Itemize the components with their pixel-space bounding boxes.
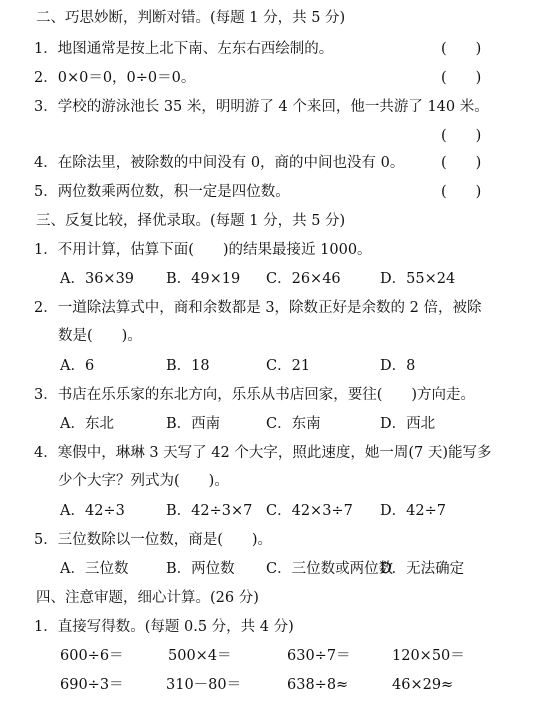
choice-item-5 [0,528,537,552]
question-text: 3．学校的游泳池长 35 米，明明游了 4 个来回，他一共游了 140 米。 [34,99,489,115]
option-a: A．36×39 [60,271,135,287]
option-b: B．西南 [166,416,221,432]
choice-item-2-options [0,354,537,378]
calc-expression: 120×50＝ [392,648,465,664]
section-title: 三、反复比较，择优录取。(每题 1 分，共 5 分) [36,213,346,229]
option-a: A．东北 [60,416,114,432]
question-text: 1．不用计算，估算下面( )的结果最接近 1000。 [34,242,372,258]
answer-blank: ( ) [441,41,482,57]
option-d: D．8 [380,358,416,374]
calc-expression: 690÷3＝ [60,677,124,693]
option-c: C．东南 [266,416,321,432]
judge-item-4 [0,151,537,175]
question-text-cont: 数是( )。 [58,328,142,344]
question-text-cont: 少个大字？列式为( )。 [58,473,229,489]
question-text: 5．三位数除以一位数，商是( )。 [34,532,273,548]
section-title: 四、注意审题，细心计算。(26 分) [36,590,259,606]
choice-item-4-cont [0,469,537,493]
option-a: A．三位数 [60,561,129,577]
choice-item-1-options [0,267,537,291]
option-d: D．42÷7 [380,503,446,519]
question-text: 5．两位数乘两位数，积一定是四位数。 [34,184,290,200]
option-c: C．26×46 [266,271,341,287]
choice-item-3 [0,383,537,407]
judge-item-3-answer [0,124,537,148]
question-text: 2．一道除法算式中，商和余数都是 3，除数正好是余数的 2 倍，被除 [34,300,482,316]
option-d: D．西北 [380,416,436,432]
judge-item-1 [0,37,537,61]
answer-blank: ( ) [441,184,482,200]
option-b: B．18 [166,358,210,374]
choice-item-3-options [0,412,537,436]
judge-item-5 [0,180,537,204]
option-d: D．55×24 [380,271,456,287]
option-a: A．42÷3 [60,503,125,519]
question-text: 4．寒假中，琳琳 3 天写了 42 个大字，照此速度，她一周(7 天)能写多 [34,445,492,461]
choice-item-5-options [0,557,537,581]
choice-item-4 [0,441,537,465]
answer-blank: ( ) [441,155,482,171]
option-b: B．42÷3×7 [166,503,253,519]
calc-expression: 638÷8≈ [287,677,349,693]
option-c: C．三位数或两位数 [266,561,394,577]
option-c: C．21 [266,358,311,374]
calc-expression: 46×29≈ [392,677,454,693]
calc-row-2 [0,673,537,697]
choice-item-2 [0,296,537,320]
judge-item-3 [0,95,537,119]
judge-item-2 [0,66,537,90]
answer-blank: ( ) [441,128,482,144]
option-b: B．两位数 [166,561,235,577]
choice-item-4-options [0,499,537,523]
calc-row-1 [0,644,537,668]
section-4-heading [0,586,537,610]
calc-expression: 310－80＝ [166,677,242,693]
question-text: 3．书店在乐乐家的东北方向，乐乐从书店回家，要往( )方向走。 [34,387,476,403]
choice-item-1 [0,238,537,262]
calc-expression: 600÷6＝ [60,648,124,664]
question-text: 1．直接写得数。(每题 0.5 分，共 4 分) [34,619,294,635]
calc-expression: 500×4＝ [168,648,232,664]
question-text: 2．0×0＝0，0÷0＝0。 [34,70,196,86]
question-text: 1．地图通常是按上北下南、左东右西绘制的。 [34,41,334,57]
option-b: B．49×19 [166,271,241,287]
section-title: 二、巧思妙断，判断对错。(每题 1 分，共 5 分) [36,10,346,26]
calc-expression: 630÷7＝ [287,648,351,664]
choice-item-2-cont [0,324,537,348]
option-a: A．6 [60,358,95,374]
section-2-heading [0,6,537,30]
section-3-heading [0,209,537,233]
calc-item-1 [0,615,537,639]
question-text: 4．在除法里，被除数的中间没有 0，商的中间也没有 0。 [34,155,405,171]
option-c: C．42×3÷7 [266,503,353,519]
option-d: D．无法确定 [380,561,465,577]
answer-blank: ( ) [441,70,482,86]
